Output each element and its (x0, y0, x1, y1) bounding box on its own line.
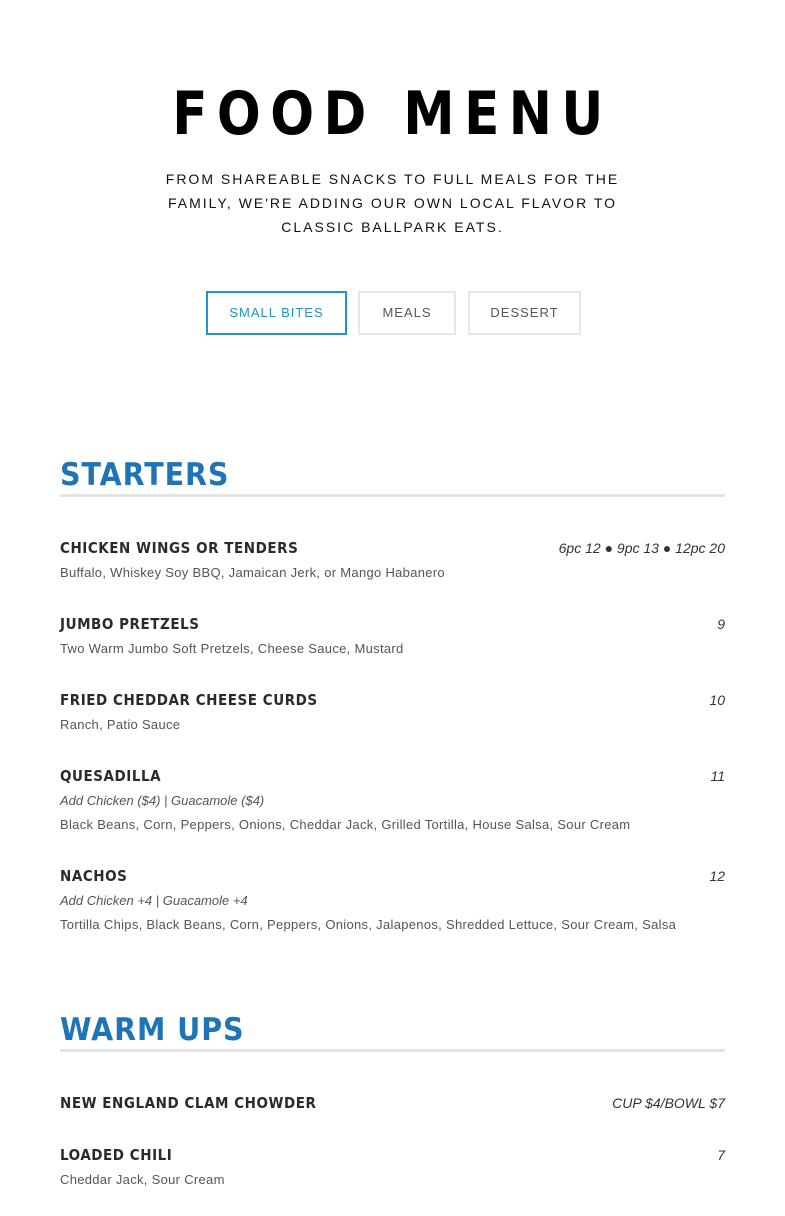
item-description: Black Beans, Corn, Peppers, Onions, Cheddar Jack, Grilled Tortilla, House Salsa, Sour Cream (60, 817, 631, 832)
page-title: FOOD MENU (172, 79, 613, 150)
item-description: Tortilla Chips, Black Beans, Corn, Peppers, Onions, Jalapenos, Shredded Lettuce, Sour Cream, Salsa (60, 917, 677, 932)
item-price: 12 (709, 868, 725, 884)
item-price: 10 (709, 692, 725, 708)
item-price: 7 (717, 1147, 725, 1163)
item-addons: Add Chicken ($4) | Guacamole ($4) (60, 793, 265, 808)
section-divider (60, 1049, 725, 1052)
item-name: FRIED CHEDDAR CHEESE CURDS (60, 691, 318, 709)
item-name: QUESADILLA (60, 767, 162, 785)
menu-category-tabs (0, 291, 785, 335)
item-name: JUMBO PRETZELS (60, 615, 200, 633)
item-description: Ranch, Patio Sauce (60, 717, 181, 732)
menu-intro-text: FROM SHAREABLE SNACKS TO FULL MEALS FOR THE FAMILY, WE'RE ADDING OUR OWN LOCAL FLAVOR TO CLASSIC BALLPARK EATS. (165, 171, 620, 235)
item-price: CUP $4/BOWL $7 (612, 1095, 725, 1111)
item-name: NEW ENGLAND CLAM CHOWDER (60, 1094, 317, 1112)
item-name: CHICKEN WINGS OR TENDERS (60, 539, 299, 557)
item-description: Cheddar Jack, Sour Cream (60, 1172, 225, 1187)
section-title: WARM UPS (60, 1012, 245, 1048)
section-divider (60, 494, 725, 497)
item-price: 11 (710, 768, 725, 784)
item-name: NACHOS (60, 867, 128, 885)
section-title: STARTERS (60, 457, 230, 493)
tab-dessert[interactable]: DESSERT (468, 291, 581, 335)
item-price: 6pc 12 ● 9pc 13 ● 12pc 20 (558, 540, 725, 556)
item-description: Two Warm Jumbo Soft Pretzels, Cheese Sauce, Mustard (60, 641, 404, 656)
item-addons: Add Chicken +4 | Guacamole +4 (60, 893, 248, 908)
item-price: 9 (717, 616, 725, 632)
tab-meals[interactable]: MEALS (358, 291, 456, 335)
item-description: Buffalo, Whiskey Soy BBQ, Jamaican Jerk, or Mango Habanero (60, 565, 445, 580)
item-name: LOADED CHILI (60, 1146, 173, 1164)
tab-small-bites[interactable]: SMALL BITES (206, 291, 347, 335)
